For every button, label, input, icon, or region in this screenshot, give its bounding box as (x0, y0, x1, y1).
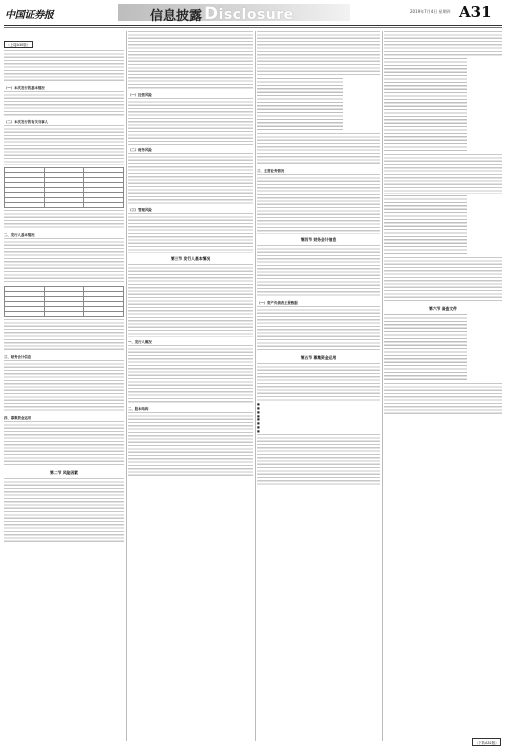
chapter-title: 第二节 风险因素 (50, 469, 78, 475)
chapter-title: 第五节 募集资金运用 (300, 354, 337, 360)
body-paragraph (128, 153, 253, 206)
body-paragraph (257, 245, 380, 298)
section-heading: 四、募集资金运用 (4, 415, 32, 420)
section-title-en (204, 4, 294, 24)
text-column-3 (257, 31, 380, 741)
numbered-list (384, 58, 467, 153)
table-row (5, 202, 124, 207)
column-divider (382, 31, 383, 741)
text-column-4 (384, 31, 502, 741)
section-heading: （二）本次发行的有关当事人 (4, 120, 49, 125)
body-paragraph (128, 412, 253, 478)
section-en-rest: isclosure (218, 7, 294, 23)
section-heading: 三、主营业务情况 (257, 169, 285, 174)
page-number: A31 (459, 3, 492, 21)
text-column-2 (128, 31, 253, 741)
section-heading: 二、发行人基本情况 (4, 232, 35, 237)
body-paragraph (128, 264, 253, 337)
body-paragraph (4, 50, 124, 83)
table-cell (84, 311, 124, 316)
section-heading: 三、财务会计信息 (4, 354, 32, 359)
body-paragraph (384, 31, 502, 57)
numbered-list (384, 195, 467, 256)
table-cell (84, 202, 124, 207)
body-paragraph (4, 125, 124, 165)
body-paragraph (128, 345, 253, 404)
body-paragraph (384, 383, 502, 416)
body-paragraph (4, 360, 124, 413)
continued-to-tag: （下转A32版） (472, 738, 501, 746)
issue-date: 2019年7月4日 星期四 (410, 9, 451, 14)
section-heading: （二）财务风险 (128, 147, 152, 152)
body-paragraph (128, 98, 253, 144)
body-paragraph (257, 363, 380, 403)
data-table (4, 286, 124, 317)
table-cell (44, 202, 84, 207)
body-paragraph (4, 478, 124, 544)
section-heading: （一）经营风险 (128, 93, 152, 98)
section-heading: （一）资产负债表主要数据 (257, 300, 298, 305)
table-cell (5, 202, 45, 207)
body-paragraph (4, 91, 124, 117)
section-heading: 一、发行人概况 (128, 339, 152, 344)
section-title-cn: 信息披露 (150, 9, 203, 24)
section-heading: （三）管理风险 (128, 208, 152, 213)
chapter-title: 第三节 发行人基本情况 (170, 255, 211, 261)
body-paragraph (128, 31, 253, 90)
body-paragraph (257, 306, 380, 352)
header-rule-thin (4, 27, 502, 28)
header-rule (4, 25, 502, 26)
table-row (5, 311, 124, 316)
body-paragraph (384, 154, 502, 194)
body-paragraph (4, 210, 124, 230)
chapter-title: 第四节 财务会计信息 (300, 236, 337, 242)
table-cell (5, 311, 45, 316)
body-paragraph (128, 213, 253, 253)
body-paragraph (384, 257, 502, 303)
column-divider (255, 31, 256, 741)
table-cell (44, 311, 84, 316)
text-column-1 (4, 31, 124, 741)
body-paragraph (257, 174, 380, 233)
data-table (4, 167, 124, 208)
body-paragraph (4, 421, 124, 467)
body-paragraph (257, 133, 380, 166)
body-paragraph (257, 31, 380, 77)
continued-from-tag: （上接A30版） (4, 41, 33, 49)
section-en-initial: D (204, 4, 219, 24)
numbered-list (384, 314, 467, 382)
column-divider (126, 31, 127, 741)
chapter-title: 第六节 备查文件 (429, 306, 457, 312)
body-paragraph (257, 434, 380, 487)
body-paragraph (4, 238, 124, 284)
body-paragraph (4, 319, 124, 352)
section-heading: （一）本次发行的基本情况 (4, 86, 45, 90)
page-header (0, 0, 506, 24)
newspaper-masthead: 中国证券报 (5, 10, 54, 21)
section-heading: 二、股本结构 (128, 406, 149, 411)
numbered-list (257, 78, 343, 132)
